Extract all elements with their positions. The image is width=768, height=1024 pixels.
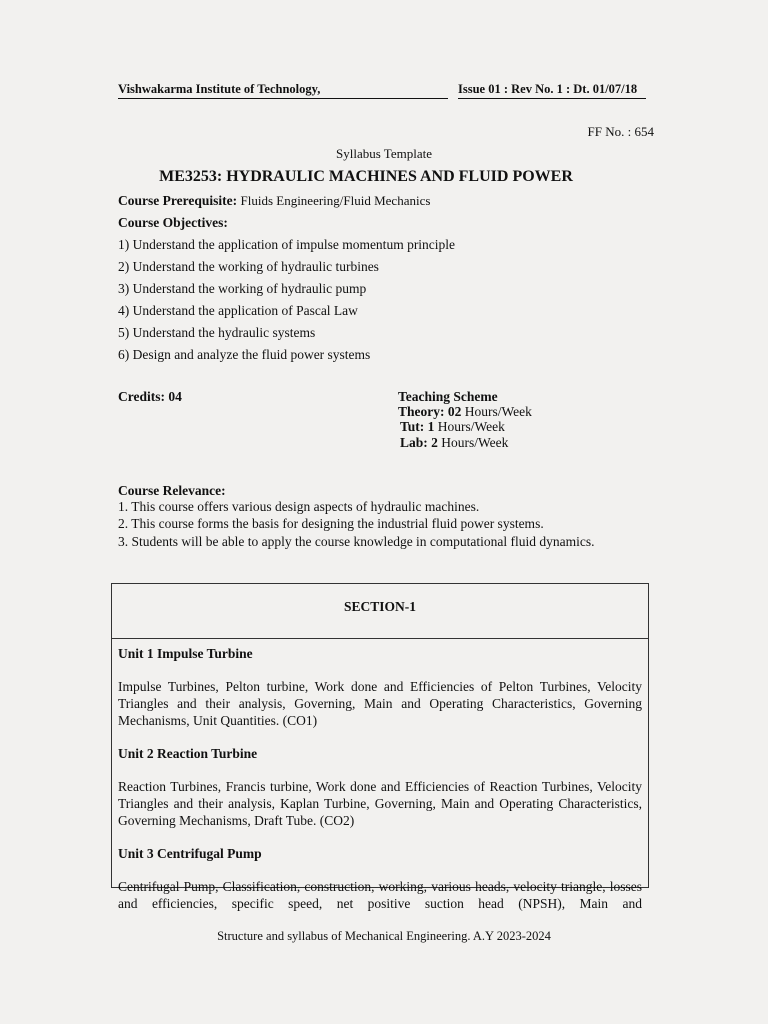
unit-text: Impulse Turbines, Pelton turbine, Work done and Efficiencies of Pelton Turbines, Velocity Triangles and their analysis, Governing, Main and Operating Characteristics, Governing Mechanisms, Unit Quantities. (CO1) <box>118 679 642 728</box>
course-title: ME3253: HYDRAULIC MACHINES AND FLUID POWER <box>159 168 573 185</box>
prerequisite-label: Course Prerequisite: <box>118 193 238 208</box>
objective-item: 6) Design and analyze the fluid power systems <box>118 347 371 362</box>
page-footer: Structure and syllabus of Mechanical Engineering. A.Y 2023-2024 <box>217 929 551 943</box>
teaching-lab <box>400 435 508 451</box>
relevance-heading: Course Relevance: <box>118 483 226 498</box>
credits: Credits: 04 <box>118 389 182 404</box>
objective-item: 2) Understand the working of hydraulic turbines <box>118 259 379 274</box>
teaching-scheme-heading: Teaching Scheme <box>398 389 498 404</box>
objective-item: 4) Understand the application of Pascal Law <box>118 303 358 318</box>
teaching-theory <box>398 404 532 420</box>
section-heading: SECTION-1 <box>112 584 648 639</box>
institute-name: Vishwakarma Institute of Technology, <box>118 82 448 99</box>
section-box <box>111 583 649 911</box>
unit-title: Unit 3 Centrifugal Pump <box>118 846 262 861</box>
prerequisite-line <box>118 193 430 209</box>
form-number: FF No. : 654 <box>587 124 654 139</box>
lab-label: Lab: 2 <box>400 435 438 450</box>
tut-label: Tut: 1 <box>400 419 435 434</box>
unit-text: Reaction Turbines, Francis turbine, Work done and Efficiencies of Reaction Turbines, Velocity Triangles and their analysis, Kaplan Turbine, Governing, Main and Operating Characteristics, Governing Mechanisms, Draft Tube. (CO2) <box>118 779 642 828</box>
objective-item: 5) Understand the hydraulic systems <box>118 325 316 340</box>
objective-item: 1) Understand the application of impulse momentum principle <box>118 237 456 252</box>
theory-label: Theory: 02 <box>398 404 462 419</box>
objective-item: 3) Understand the working of hydraulic pump <box>118 281 367 296</box>
relevance-item: 2. This course forms the basis for designing the industrial fluid power systems. <box>118 516 544 531</box>
unit-text: Centrifugal Pump, Classification, construction, working, various heads, velocity triangle, losses and efficiencies, specific speed, net positive suction head (NPSH), Main and <box>118 879 642 911</box>
section-body <box>112 639 648 912</box>
unit-title: Unit 1 Impulse Turbine <box>118 646 253 661</box>
lab-unit: Hours/Week <box>441 435 509 450</box>
theory-unit: Hours/Week <box>464 404 532 419</box>
objectives-heading: Course Objectives: <box>118 215 228 230</box>
unit-title: Unit 2 Reaction Turbine <box>118 746 258 761</box>
issue-info: Issue 01 : Rev No. 1 : Dt. 01/07/18 <box>458 82 646 99</box>
template-label: Syllabus Template <box>336 146 432 161</box>
prerequisite-value: Fluids Engineering/Fluid Mechanics <box>240 193 431 208</box>
relevance-item: 1. This course offers various design aspects of hydraulic machines. <box>118 499 480 514</box>
relevance-item: 3. Students will be able to apply the course knowledge in computational fluid dynamics. <box>118 534 595 549</box>
tut-unit: Hours/Week <box>437 419 505 434</box>
teaching-tut <box>400 419 505 435</box>
